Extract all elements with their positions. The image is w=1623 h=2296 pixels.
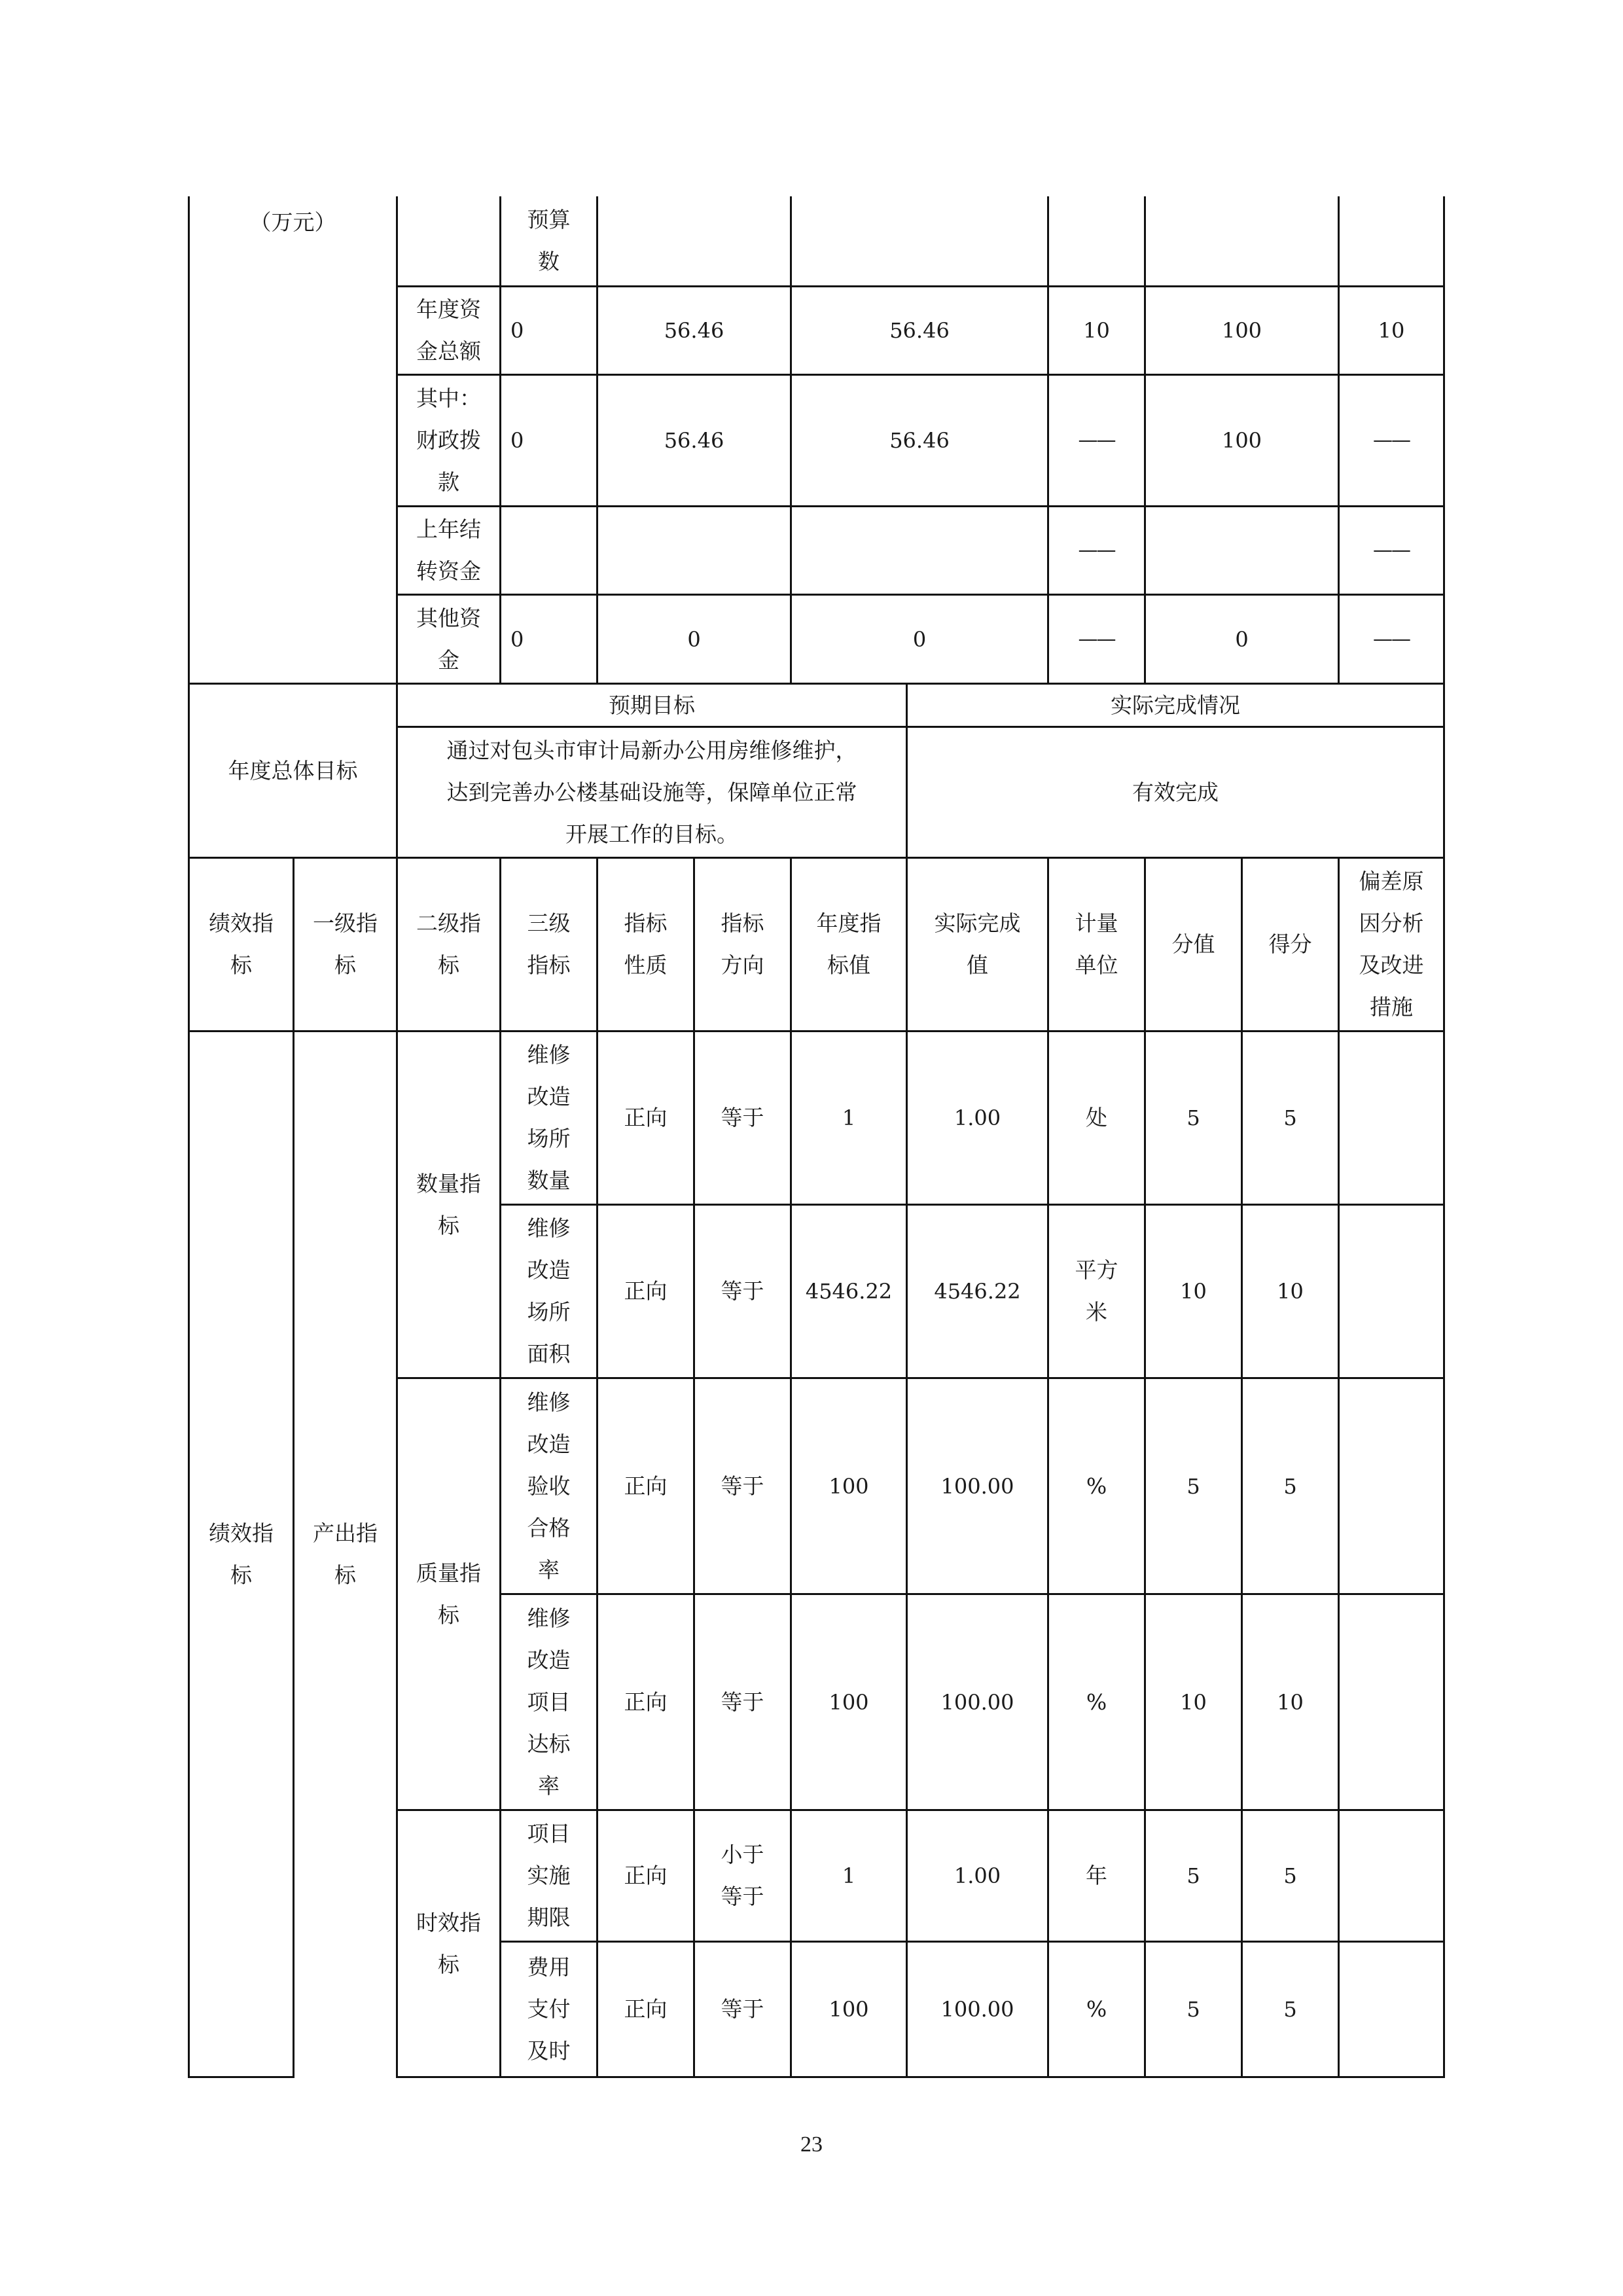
actual-goal-header: 实际完成情况 — [1111, 692, 1240, 718]
item-deviation — [1340, 1206, 1443, 1377]
level2-label: 数量指 标 — [416, 1170, 481, 1238]
item-direction: 等于 — [721, 1473, 764, 1499]
item-unit: % — [1086, 1473, 1107, 1499]
annual-goal-label: 年度总体目标 — [228, 757, 358, 783]
budget-row-execution-rate: 0 — [1235, 626, 1249, 652]
item-direction: 小于 等于 — [721, 1842, 764, 1909]
page-number: 23 — [800, 2132, 823, 2157]
item-actual: 100.00 — [940, 1689, 1014, 1715]
item-name: 维修 改造 验收 合格 率 — [527, 1389, 571, 1583]
item-deviation — [1340, 1943, 1443, 2076]
item-nature: 正向 — [624, 1473, 668, 1499]
header-nature: 指标 性质 — [624, 910, 668, 978]
item-direction: 等于 — [721, 1278, 764, 1304]
item-actual: 1.00 — [954, 1863, 1001, 1888]
budget-header-tail: 预算 数 — [527, 207, 571, 274]
budget-row-label: 其他资 金 — [416, 605, 481, 673]
item-direction: 等于 — [721, 1105, 764, 1130]
expected-goal-text: 通过对包头市审计局新办公用房维修维护， 达到完善办公楼基础设施等，保障单位正常 开展工作的目标。 — [446, 737, 857, 847]
item-nature: 正向 — [624, 1689, 668, 1715]
budget-row-budget: 0 — [510, 626, 524, 652]
item-actual: 4546.22 — [934, 1279, 1021, 1304]
budget-row-budget: 0 — [510, 318, 524, 343]
item-name: 维修 改造 项目 达标 率 — [527, 1605, 571, 1799]
budget-row-executed: 56.46 — [889, 318, 950, 343]
item-name: 项目 实施 期限 — [527, 1821, 571, 1930]
budget-row-executed: 0 — [912, 626, 927, 652]
budget-row-score-value: —— — [1078, 539, 1115, 562]
item-score: 5 — [1283, 1997, 1297, 2022]
budget-row-score: —— — [1373, 539, 1410, 562]
item-score: 10 — [1277, 1689, 1304, 1715]
budget-row-score-value: —— — [1078, 627, 1115, 651]
item-target: 100 — [829, 1689, 869, 1715]
budget-row-full-year: 56.46 — [664, 318, 724, 343]
budget-row-label: 年度资 金总额 — [416, 296, 481, 364]
item-nature: 正向 — [624, 1105, 668, 1130]
budget-row-label: 上年结 转资金 — [416, 516, 481, 584]
item-unit: 年 — [1086, 1863, 1107, 1888]
header-direction: 指标 方向 — [721, 910, 764, 978]
header-deviation: 偏差原 因分析 及改进 措施 — [1359, 869, 1424, 1020]
header-level3: 三级 指标 — [527, 910, 571, 978]
budget-row-full-year: 0 — [687, 626, 701, 652]
item-unit: 处 — [1086, 1105, 1107, 1130]
item-target: 4546.22 — [805, 1279, 893, 1304]
item-weight: 5 — [1186, 1105, 1200, 1130]
item-unit: % — [1086, 1689, 1107, 1715]
item-unit: 平方 米 — [1075, 1257, 1118, 1325]
item-direction: 等于 — [721, 1689, 764, 1715]
budget-row-score-value: —— — [1078, 429, 1115, 452]
level2-label: 质量指 标 — [416, 1560, 481, 1628]
item-name: 费用 支付 及时 — [527, 1954, 571, 2064]
budget-row-budget: 0 — [510, 428, 524, 453]
item-nature: 正向 — [624, 1996, 668, 2022]
budget-unit-label: （万元） — [249, 209, 336, 235]
item-score: 5 — [1283, 1473, 1297, 1499]
item-target: 1 — [842, 1105, 856, 1130]
item-deviation — [1340, 1595, 1443, 1809]
budget-row-score: —— — [1373, 429, 1410, 452]
item-deviation — [1340, 1379, 1443, 1593]
item-direction: 等于 — [721, 1996, 764, 2022]
item-score: 5 — [1283, 1863, 1297, 1888]
budget-row-budget — [501, 507, 596, 594]
table-border — [1443, 196, 1445, 2078]
header-score: 得分 — [1268, 931, 1312, 957]
header-performance: 绩效指 标 — [209, 910, 274, 978]
header-actual-value: 实际完成 值 — [934, 910, 1021, 978]
item-actual: 1.00 — [954, 1105, 1001, 1130]
item-target: 100 — [829, 1473, 869, 1499]
item-actual: 100.00 — [940, 1997, 1014, 2022]
item-actual: 100.00 — [940, 1473, 1014, 1499]
budget-row-executed — [792, 507, 1047, 594]
item-score: 5 — [1283, 1105, 1297, 1130]
budget-row-executed: 56.46 — [889, 428, 950, 453]
actual-goal-text: 有效完成 — [1132, 779, 1219, 805]
budget-row-label: 其中： 财政拨 款 — [416, 386, 481, 495]
header-annual-target: 年度指 标值 — [816, 910, 882, 978]
item-deviation — [1340, 1032, 1443, 1204]
budget-row-execution-rate: 100 — [1221, 428, 1262, 453]
item-weight: 5 — [1186, 1997, 1200, 2022]
header-weight: 分值 — [1171, 931, 1215, 957]
item-name: 维修 改造 场所 数量 — [527, 1042, 571, 1193]
budget-row-full-year — [598, 507, 790, 594]
budget-row-execution-rate — [1146, 507, 1338, 594]
budget-row-full-year: 56.46 — [664, 428, 724, 453]
item-deviation — [1340, 1811, 1443, 1941]
level2-label: 时效指 标 — [416, 1909, 481, 1977]
header-level2: 二级指 标 — [416, 910, 481, 978]
budget-row-score: 10 — [1378, 318, 1405, 343]
level0-label: 绩效指 标 — [209, 1520, 274, 1588]
expected-goal-header: 预期目标 — [609, 692, 695, 718]
budget-row-execution-rate: 100 — [1221, 318, 1262, 343]
item-name: 维修 改造 场所 面积 — [527, 1215, 571, 1367]
budget-row-score: —— — [1373, 627, 1410, 651]
budget-row-score-value: 10 — [1083, 318, 1110, 343]
item-nature: 正向 — [624, 1863, 668, 1888]
item-score: 10 — [1277, 1279, 1304, 1304]
item-weight: 10 — [1180, 1689, 1207, 1715]
header-level1: 一级指 标 — [313, 910, 378, 978]
table-border — [396, 2076, 1445, 2078]
header-unit: 计量 单位 — [1075, 910, 1118, 978]
item-weight: 10 — [1180, 1279, 1207, 1304]
table-border — [188, 2076, 294, 2078]
item-unit: % — [1086, 1996, 1107, 2022]
item-nature: 正向 — [624, 1278, 668, 1304]
item-target: 1 — [842, 1863, 856, 1888]
level1-label: 产出指 标 — [313, 1520, 378, 1588]
item-weight: 5 — [1186, 1473, 1200, 1499]
item-target: 100 — [829, 1997, 869, 2022]
item-weight: 5 — [1186, 1863, 1200, 1888]
